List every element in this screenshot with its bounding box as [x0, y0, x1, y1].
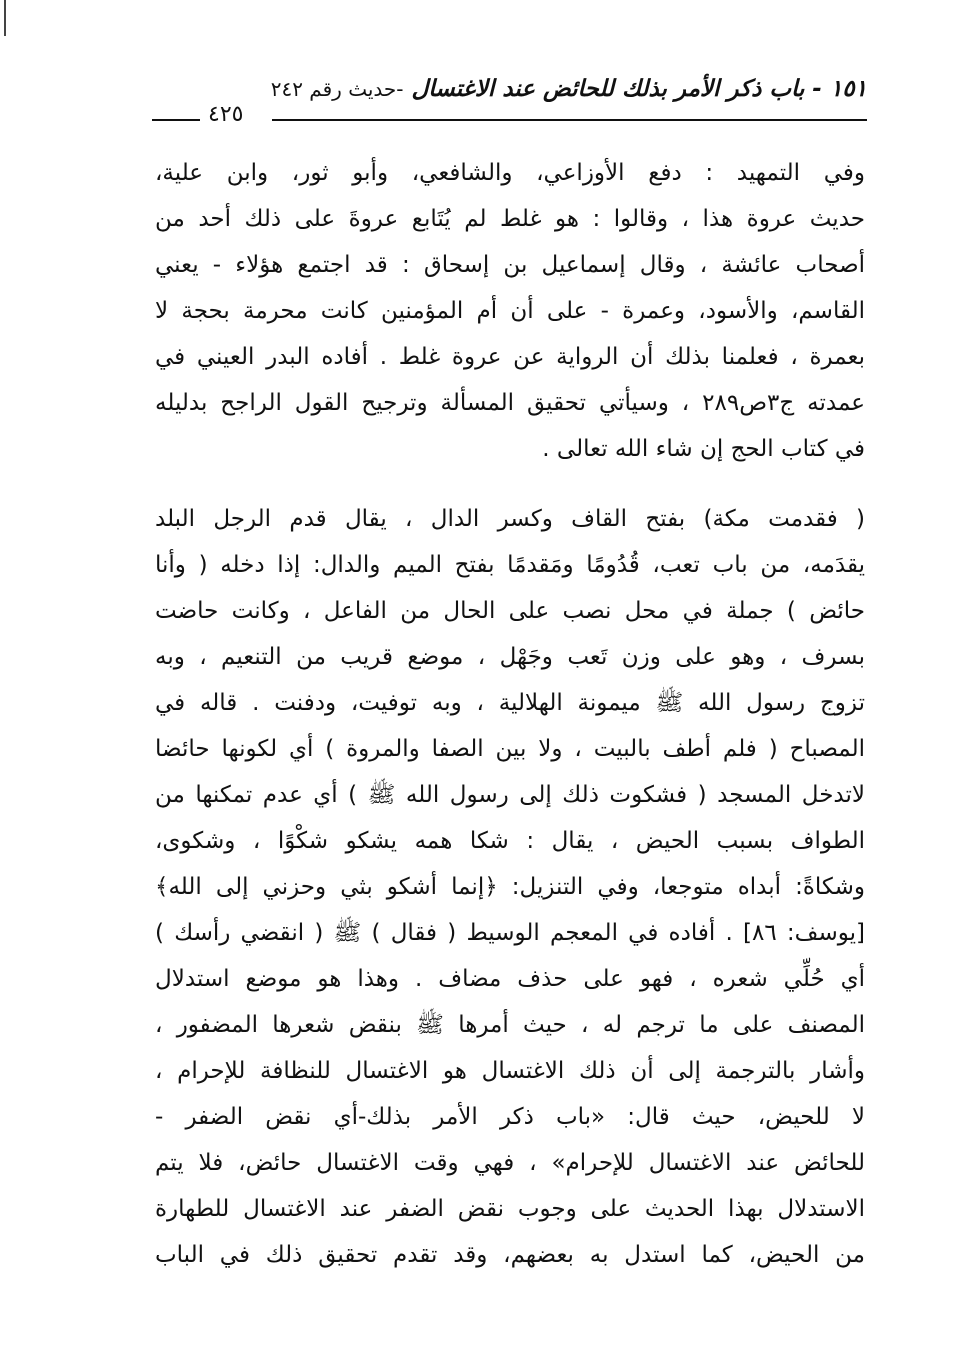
- hadith-number: -حديث رقم ٢٤٢: [270, 77, 404, 101]
- text-line: المصباح ( فلم أطف بالبيت ، ولا بين الصفا والمروة ) أي لكونها حائضا: [155, 736, 865, 762]
- text-line: يقدَمه، من باب تعب، قُدُومًا ومَقدمًا بفتح الميم والدال: إذا دخله ( وأنا: [155, 552, 865, 578]
- text-line: حائض ) جملة في محل نصب على الحال من الفاعل ، وكانت حاضت: [155, 598, 865, 624]
- paragraph-1: [155, 150, 865, 472]
- page-number: ٤٢٥: [208, 102, 244, 127]
- paragraph-2: [155, 496, 865, 1278]
- text-line: لا للحيض، حيث قال: «باب ذكر الأمر بذلك-أي نقض الضفر -: [155, 1104, 865, 1130]
- text-line: الاستدلال بهذا الحديث على وجوب نقض الضفر عند الاغتسال للطهارة: [155, 1196, 865, 1222]
- text-line: المصنف على ما ترجم له ، حيث أمرها ﷺ بنقض شعرها المضفور ،: [155, 1012, 865, 1038]
- scan-edge-mark: [4, 0, 6, 36]
- page-number-rule: [152, 119, 200, 121]
- text-line: أي حُلِّي شعره ، فهو على حذف مضاف . وهذا هو موضع استدلال: [155, 966, 865, 992]
- running-title: [271, 76, 867, 102]
- text-line: وأشار بالترجمة إلى أن ذلك الاغتسال هو الاغتسال للنظافة للإحرام ،: [155, 1058, 865, 1084]
- text-line: تزوج رسول الله ﷺ ميمونة الهلالية ، وبه توفيت، ودفنت . قاله في: [155, 690, 865, 716]
- text-line: بعمرة ، فعلمنا بذلك أن الرواية عن عروة غلط . أفاده البدر العيني في: [155, 344, 865, 370]
- text-line: الطواف بسبب الحيض ، يقال : شكا همه يشكو شكْوًا ، وشكوى،: [155, 828, 865, 854]
- text-line: من الحيض، كما استدل به بعضهم، وقد تقدم تحقيق ذلك في الباب: [155, 1242, 865, 1268]
- text-line: القاسم، والأسود، وعمرة - على أن أم المؤمنين كانت محرمة بحجة لا: [155, 298, 865, 324]
- chapter-title: ١٥١ - باب ذكر الأمر بذلك للحائض عند الاغتسال: [411, 76, 867, 102]
- text-line: وشكاةً: أبداه متوجعا، وفي التنزيل: ﴿إنما أشكو بثي وحزني إلى الله﴾: [155, 874, 865, 900]
- text-line: حديث عروة هذا ، وقالوا : هو غلط لم يُتَابع عروةَ على ذلك أحد من: [155, 206, 865, 232]
- text-line: للحائض عند الاغتسال للإحرام» ، فهي وقت الاغتسال حائض، فلا يتم: [155, 1150, 865, 1176]
- text-line: [يوسف: ٨٦] . أفاده في المعجم الوسيط ( فقال ) ﷺ ( انقضي رأسك ): [155, 920, 865, 946]
- text-line: ( فقدمت مكة) بفتح القاف وكسر الدال ، يقال قدم الرجل البلد: [155, 506, 865, 532]
- text-line: في كتاب الحج إن شاء الله تعالى .: [542, 436, 865, 462]
- text-line: أصحاب عائشة ، وقال إسماعيل بن إسحاق : قد اجتمع هؤلاء - يعني: [155, 252, 865, 278]
- page-header: [152, 76, 867, 136]
- header-rule: [272, 119, 867, 121]
- text-line: عمدته ج٣ص٢٨٩ ، وسيأتي تحقيق المسألة وترجيح القول الراجح بدليله: [155, 390, 865, 416]
- text-line: بسرف ، وهو على وزن تَعب وجَهْل ، موضع قريب من التنعيم ، وبه: [155, 644, 865, 670]
- text-line: لاتدخل المسجد ( فشكوت ذلك إلى رسول الله ﷺ ) أي عدم تمكنها من: [155, 782, 865, 808]
- text-line: وفي التمهيد : دفع الأوزاعي، والشافعي، وأبو ثور، وابن علية،: [155, 160, 865, 186]
- paragraph-gap: [155, 472, 865, 496]
- page-body: [155, 150, 865, 1278]
